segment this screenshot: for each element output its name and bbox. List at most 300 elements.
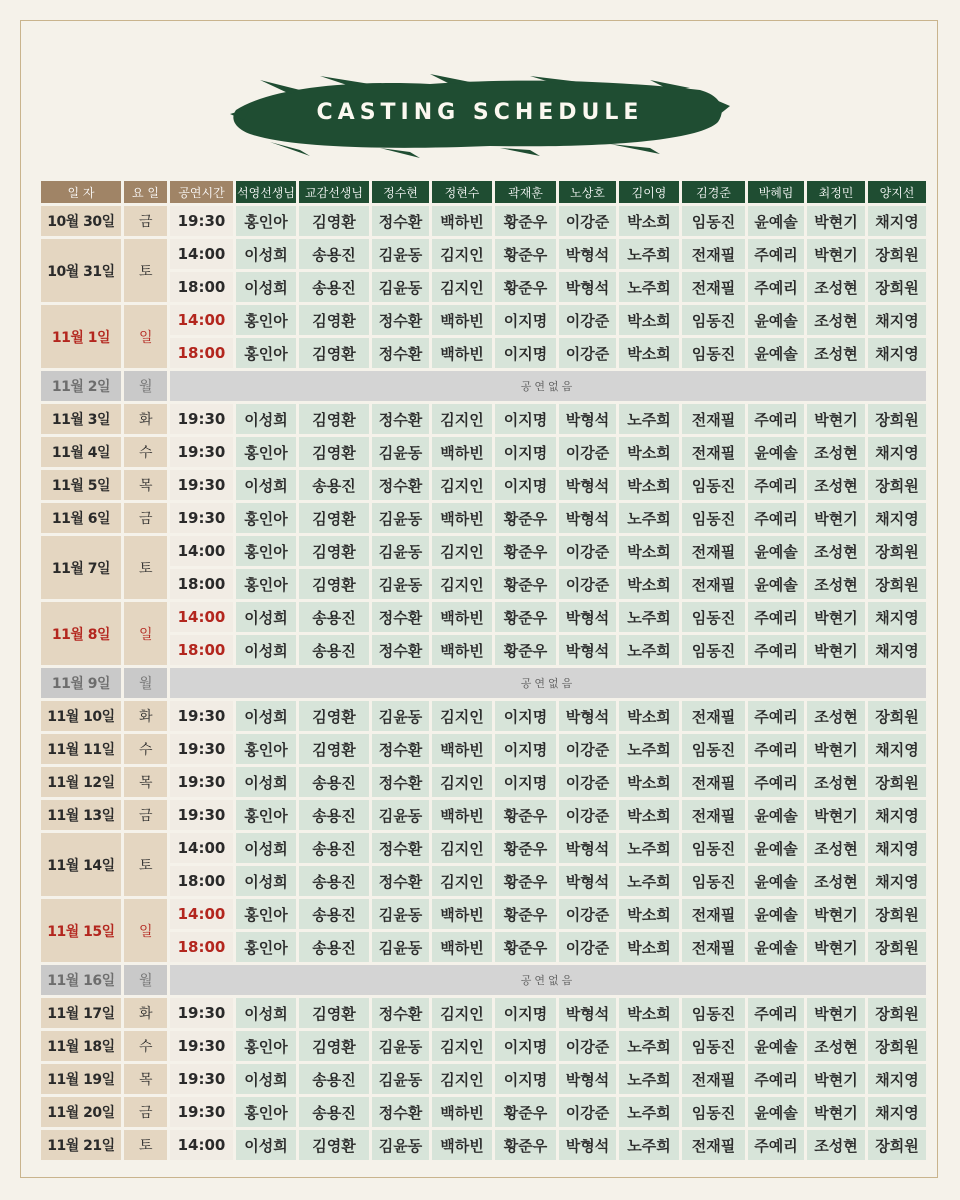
cast-name-cell: 홍인아 [236, 206, 296, 236]
cast-name-cell: 전재필 [682, 272, 745, 302]
cast-name-cell: 이강준 [559, 338, 616, 368]
cast-name-cell: 김지인 [432, 1031, 492, 1061]
cast-name-cell: 박형석 [559, 602, 616, 632]
cast-name-cell: 이지명 [495, 767, 556, 797]
cast-name-cell: 백하빈 [432, 503, 492, 533]
cast-name-cell: 주예리 [748, 1130, 804, 1160]
cast-name-cell: 박소희 [619, 206, 679, 236]
weekday-cell: 일 [124, 305, 167, 368]
cast-name-cell: 임동진 [682, 503, 745, 533]
cast-name-cell: 주예리 [748, 470, 804, 500]
cast-name-cell: 홍인아 [236, 899, 296, 929]
cast-name-cell: 김지인 [432, 998, 492, 1028]
cast-name-cell: 정수환 [372, 305, 429, 335]
cast-name-cell: 임동진 [682, 470, 745, 500]
cast-name-cell: 전재필 [682, 932, 745, 962]
cast-name-cell: 백하빈 [432, 1130, 492, 1160]
cast-name-cell: 박소희 [619, 701, 679, 731]
cast-name-cell: 조성현 [807, 338, 865, 368]
cast-name-cell: 주예리 [748, 998, 804, 1028]
date-cell: 11월 16일 [41, 965, 121, 995]
cast-name-cell: 주예리 [748, 503, 804, 533]
cast-name-cell: 이성희 [236, 701, 296, 731]
cast-name-cell: 주예리 [748, 239, 804, 269]
weekday-cell: 월 [124, 371, 167, 401]
showtime-cell: 14:00 [170, 833, 233, 863]
cast-name-cell: 이성희 [236, 272, 296, 302]
showtime-cell: 19:30 [170, 1031, 233, 1061]
cast-name-cell: 이강준 [559, 206, 616, 236]
cast-name-cell: 황준우 [495, 602, 556, 632]
cast-name-cell: 채지영 [868, 437, 926, 467]
cast-column-header: 석영선생님 [236, 181, 296, 203]
cast-name-cell: 박형석 [559, 635, 616, 665]
cast-name-cell: 백하빈 [432, 1097, 492, 1127]
no-show-bar: 공연없음 [170, 668, 926, 698]
cast-name-cell: 박소희 [619, 932, 679, 962]
cast-name-cell: 정수환 [372, 767, 429, 797]
cast-name-cell: 윤예솔 [748, 932, 804, 962]
cast-name-cell: 박현기 [807, 239, 865, 269]
cast-name-cell: 전재필 [682, 437, 745, 467]
cast-name-cell: 홍인아 [236, 536, 296, 566]
date-cell: 11월 10일 [41, 701, 121, 731]
cast-name-cell: 장희원 [868, 272, 926, 302]
cast-name-cell: 노주희 [619, 1064, 679, 1094]
cast-name-cell: 이성희 [236, 1064, 296, 1094]
weekday-cell: 일 [124, 899, 167, 962]
cast-name-cell: 주예리 [748, 404, 804, 434]
weekday-cell: 화 [124, 701, 167, 731]
column-header: 공연시간 [170, 181, 233, 203]
date-cell: 11월 21일 [41, 1130, 121, 1160]
cast-name-cell: 박형석 [559, 866, 616, 896]
cast-name-cell: 백하빈 [432, 206, 492, 236]
cast-name-cell: 김윤동 [372, 437, 429, 467]
cast-name-cell: 황준우 [495, 833, 556, 863]
cast-name-cell: 김지인 [432, 569, 492, 599]
cast-name-cell: 김영환 [299, 305, 369, 335]
cast-name-cell: 이강준 [559, 800, 616, 830]
cast-name-cell: 윤예솔 [748, 1031, 804, 1061]
cast-name-cell: 김영환 [299, 998, 369, 1028]
showtime-cell: 19:30 [170, 800, 233, 830]
cast-name-cell: 전재필 [682, 1064, 745, 1094]
cast-name-cell: 윤예솔 [748, 569, 804, 599]
cast-name-cell: 박소희 [619, 899, 679, 929]
cast-name-cell: 장희원 [868, 998, 926, 1028]
cast-name-cell: 김지인 [432, 833, 492, 863]
date-cell: 10월 30일 [41, 206, 121, 236]
cast-name-cell: 김윤동 [372, 239, 429, 269]
cast-name-cell: 김영환 [299, 503, 369, 533]
date-cell: 11월 14일 [41, 833, 121, 896]
cast-name-cell: 이강준 [559, 569, 616, 599]
cast-name-cell: 박소희 [619, 767, 679, 797]
cast-name-cell: 박형석 [559, 1064, 616, 1094]
cast-name-cell: 이강준 [559, 437, 616, 467]
cast-name-cell: 이강준 [559, 1097, 616, 1127]
cast-name-cell: 조성현 [807, 437, 865, 467]
cast-name-cell: 노주희 [619, 833, 679, 863]
cast-name-cell: 주예리 [748, 734, 804, 764]
cast-name-cell: 이강준 [559, 305, 616, 335]
date-cell: 10월 31일 [41, 239, 121, 302]
cast-name-cell: 노주희 [619, 1130, 679, 1160]
date-cell: 11월 4일 [41, 437, 121, 467]
cast-name-cell: 백하빈 [432, 305, 492, 335]
date-cell: 11월 20일 [41, 1097, 121, 1127]
cast-name-cell: 김영환 [299, 734, 369, 764]
title-banner [230, 70, 730, 160]
cast-name-cell: 노주희 [619, 1097, 679, 1127]
cast-name-cell: 장희원 [868, 239, 926, 269]
cast-name-cell: 홍인아 [236, 734, 296, 764]
cast-name-cell: 송용진 [299, 800, 369, 830]
showtime-cell: 18:00 [170, 866, 233, 896]
cast-name-cell: 임동진 [682, 734, 745, 764]
cast-name-cell: 노주희 [619, 866, 679, 896]
showtime-cell: 19:30 [170, 998, 233, 1028]
cast-name-cell: 이지명 [495, 1064, 556, 1094]
cast-name-cell: 윤예솔 [748, 800, 804, 830]
cast-name-cell: 임동진 [682, 866, 745, 896]
cast-name-cell: 임동진 [682, 998, 745, 1028]
date-cell: 11월 5일 [41, 470, 121, 500]
cast-name-cell: 이성희 [236, 866, 296, 896]
cast-name-cell: 김윤동 [372, 899, 429, 929]
column-header: 일 자 [41, 181, 121, 203]
cast-name-cell: 박현기 [807, 1064, 865, 1094]
cast-name-cell: 노주희 [619, 272, 679, 302]
page-title: CASTING SCHEDULE [316, 100, 644, 125]
showtime-cell: 19:30 [170, 701, 233, 731]
cast-name-cell: 백하빈 [432, 932, 492, 962]
showtime-cell: 19:30 [170, 437, 233, 467]
cast-name-cell: 이지명 [495, 1031, 556, 1061]
cast-name-cell: 조성현 [807, 569, 865, 599]
no-show-bar: 공연없음 [170, 371, 926, 401]
cast-name-cell: 박현기 [807, 932, 865, 962]
showtime-cell: 19:30 [170, 404, 233, 434]
cast-name-cell: 김영환 [299, 338, 369, 368]
cast-name-cell: 전재필 [682, 800, 745, 830]
cast-name-cell: 황준우 [495, 272, 556, 302]
cast-name-cell: 황준우 [495, 239, 556, 269]
cast-name-cell: 이성희 [236, 767, 296, 797]
showtime-cell: 14:00 [170, 602, 233, 632]
cast-name-cell: 채지영 [868, 338, 926, 368]
cast-name-cell: 송용진 [299, 272, 369, 302]
cast-name-cell: 장희원 [868, 932, 926, 962]
cast-name-cell: 장희원 [868, 1130, 926, 1160]
column-header: 요 일 [124, 181, 167, 203]
cast-name-cell: 송용진 [299, 899, 369, 929]
cast-name-cell: 정수환 [372, 1097, 429, 1127]
cast-name-cell: 박현기 [807, 503, 865, 533]
showtime-cell: 18:00 [170, 338, 233, 368]
cast-name-cell: 장희원 [868, 701, 926, 731]
cast-name-cell: 이지명 [495, 470, 556, 500]
showtime-cell: 18:00 [170, 932, 233, 962]
cast-name-cell: 주예리 [748, 1064, 804, 1094]
cast-name-cell: 전재필 [682, 404, 745, 434]
cast-name-cell: 황준우 [495, 635, 556, 665]
weekday-cell: 화 [124, 998, 167, 1028]
cast-name-cell: 이지명 [495, 305, 556, 335]
weekday-cell: 토 [124, 536, 167, 599]
cast-name-cell: 김윤동 [372, 800, 429, 830]
date-cell: 11월 3일 [41, 404, 121, 434]
cast-name-cell: 백하빈 [432, 635, 492, 665]
cast-name-cell: 전재필 [682, 569, 745, 599]
cast-name-cell: 윤예솔 [748, 536, 804, 566]
cast-name-cell: 윤예솔 [748, 437, 804, 467]
cast-name-cell: 홍인아 [236, 1097, 296, 1127]
cast-name-cell: 송용진 [299, 1064, 369, 1094]
cast-name-cell: 이강준 [559, 536, 616, 566]
cast-name-cell: 장희원 [868, 536, 926, 566]
weekday-cell: 토 [124, 833, 167, 896]
cast-name-cell: 김영환 [299, 1130, 369, 1160]
weekday-cell: 수 [124, 1031, 167, 1061]
cast-name-cell: 백하빈 [432, 800, 492, 830]
cast-name-cell: 박소희 [619, 305, 679, 335]
showtime-cell: 14:00 [170, 305, 233, 335]
cast-name-cell: 노주희 [619, 635, 679, 665]
cast-name-cell: 정수환 [372, 404, 429, 434]
cast-name-cell: 박현기 [807, 1097, 865, 1127]
cast-name-cell: 장희원 [868, 1031, 926, 1061]
cast-name-cell: 임동진 [682, 305, 745, 335]
cast-name-cell: 정수환 [372, 734, 429, 764]
cast-name-cell: 이강준 [559, 734, 616, 764]
cast-name-cell: 윤예솔 [748, 833, 804, 863]
cast-name-cell: 장희원 [868, 404, 926, 434]
cast-name-cell: 채지영 [868, 206, 926, 236]
casting-schedule-table [41, 181, 921, 1160]
cast-name-cell: 임동진 [682, 338, 745, 368]
date-cell: 11월 7일 [41, 536, 121, 599]
cast-name-cell: 윤예솔 [748, 338, 804, 368]
showtime-cell: 19:30 [170, 1064, 233, 1094]
cast-name-cell: 김지인 [432, 536, 492, 566]
cast-name-cell: 정수환 [372, 866, 429, 896]
cast-name-cell: 홍인아 [236, 932, 296, 962]
cast-name-cell: 김영환 [299, 701, 369, 731]
cast-name-cell: 채지영 [868, 800, 926, 830]
cast-name-cell: 백하빈 [432, 899, 492, 929]
date-cell: 11월 17일 [41, 998, 121, 1028]
cast-name-cell: 이지명 [495, 998, 556, 1028]
showtime-cell: 14:00 [170, 899, 233, 929]
cast-name-cell: 윤예솔 [748, 866, 804, 896]
cast-column-header: 김경준 [682, 181, 745, 203]
cast-name-cell: 홍인아 [236, 338, 296, 368]
cast-name-cell: 홍인아 [236, 437, 296, 467]
cast-name-cell: 백하빈 [432, 338, 492, 368]
cast-name-cell: 정수환 [372, 338, 429, 368]
cast-name-cell: 채지영 [868, 833, 926, 863]
cast-name-cell: 정수환 [372, 833, 429, 863]
cast-name-cell: 주예리 [748, 272, 804, 302]
cast-name-cell: 박현기 [807, 206, 865, 236]
cast-name-cell: 송용진 [299, 1097, 369, 1127]
cast-name-cell: 박형석 [559, 239, 616, 269]
no-show-bar: 공연없음 [170, 965, 926, 995]
cast-name-cell: 이강준 [559, 1031, 616, 1061]
cast-name-cell: 조성현 [807, 767, 865, 797]
cast-name-cell: 이강준 [559, 767, 616, 797]
cast-name-cell: 주예리 [748, 701, 804, 731]
cast-name-cell: 박소희 [619, 569, 679, 599]
cast-name-cell: 조성현 [807, 701, 865, 731]
cast-name-cell: 송용진 [299, 635, 369, 665]
cast-name-cell: 채지영 [868, 734, 926, 764]
showtime-cell: 18:00 [170, 635, 233, 665]
date-cell: 11월 2일 [41, 371, 121, 401]
cast-name-cell: 송용진 [299, 239, 369, 269]
cast-name-cell: 박현기 [807, 602, 865, 632]
cast-name-cell: 김지인 [432, 404, 492, 434]
cast-name-cell: 채지영 [868, 1097, 926, 1127]
cast-name-cell: 채지영 [868, 866, 926, 896]
cast-name-cell: 조성현 [807, 833, 865, 863]
cast-name-cell: 윤예솔 [748, 1097, 804, 1127]
cast-name-cell: 정수환 [372, 470, 429, 500]
cast-name-cell: 이성희 [236, 470, 296, 500]
cast-name-cell: 김지인 [432, 272, 492, 302]
cast-column-header: 박혜림 [748, 181, 804, 203]
cast-name-cell: 홍인아 [236, 503, 296, 533]
cast-name-cell: 이성희 [236, 635, 296, 665]
cast-name-cell: 노주희 [619, 1031, 679, 1061]
cast-name-cell: 박현기 [807, 404, 865, 434]
date-cell: 11월 13일 [41, 800, 121, 830]
weekday-cell: 목 [124, 470, 167, 500]
weekday-cell: 일 [124, 602, 167, 665]
cast-name-cell: 박소희 [619, 470, 679, 500]
cast-name-cell: 이지명 [495, 437, 556, 467]
showtime-cell: 19:30 [170, 734, 233, 764]
cast-name-cell: 노주희 [619, 602, 679, 632]
weekday-cell: 금 [124, 206, 167, 236]
cast-name-cell: 이지명 [495, 338, 556, 368]
weekday-cell: 금 [124, 1097, 167, 1127]
showtime-cell: 19:30 [170, 1097, 233, 1127]
cast-name-cell: 황준우 [495, 569, 556, 599]
cast-name-cell: 임동진 [682, 635, 745, 665]
cast-name-cell: 임동진 [682, 602, 745, 632]
cast-name-cell: 박소희 [619, 800, 679, 830]
showtime-cell: 19:30 [170, 767, 233, 797]
cast-name-cell: 김윤동 [372, 536, 429, 566]
cast-column-header: 정현수 [432, 181, 492, 203]
weekday-cell: 토 [124, 239, 167, 302]
cast-name-cell: 김지인 [432, 470, 492, 500]
cast-name-cell: 이성희 [236, 833, 296, 863]
cast-name-cell: 임동진 [682, 1097, 745, 1127]
cast-name-cell: 박형석 [559, 701, 616, 731]
cast-column-header: 곽재훈 [495, 181, 556, 203]
cast-name-cell: 채지영 [868, 1064, 926, 1094]
cast-name-cell: 조성현 [807, 536, 865, 566]
cast-name-cell: 김영환 [299, 569, 369, 599]
cast-name-cell: 송용진 [299, 767, 369, 797]
cast-name-cell: 김윤동 [372, 503, 429, 533]
date-cell: 11월 15일 [41, 899, 121, 962]
cast-name-cell: 전재필 [682, 536, 745, 566]
date-cell: 11월 1일 [41, 305, 121, 368]
cast-name-cell: 임동진 [682, 833, 745, 863]
cast-name-cell: 김윤동 [372, 1031, 429, 1061]
date-cell: 11월 19일 [41, 1064, 121, 1094]
cast-name-cell: 정수환 [372, 635, 429, 665]
cast-name-cell: 황준우 [495, 1130, 556, 1160]
cast-name-cell: 이강준 [559, 899, 616, 929]
date-cell: 11월 6일 [41, 503, 121, 533]
cast-name-cell: 장희원 [868, 899, 926, 929]
date-cell: 11월 9일 [41, 668, 121, 698]
cast-name-cell: 송용진 [299, 866, 369, 896]
cast-name-cell: 백하빈 [432, 602, 492, 632]
cast-column-header: 노상호 [559, 181, 616, 203]
cast-name-cell: 이지명 [495, 404, 556, 434]
cast-name-cell: 김영환 [299, 206, 369, 236]
cast-name-cell: 장희원 [868, 569, 926, 599]
cast-name-cell: 윤예솔 [748, 305, 804, 335]
date-cell: 11월 11일 [41, 734, 121, 764]
cast-name-cell: 황준우 [495, 899, 556, 929]
cast-name-cell: 채지영 [868, 305, 926, 335]
cast-name-cell: 박현기 [807, 734, 865, 764]
weekday-cell: 금 [124, 800, 167, 830]
weekday-cell: 월 [124, 965, 167, 995]
cast-column-header: 교감선생님 [299, 181, 369, 203]
cast-name-cell: 박소희 [619, 536, 679, 566]
cast-name-cell: 전재필 [682, 701, 745, 731]
showtime-cell: 18:00 [170, 569, 233, 599]
cast-name-cell: 홍인아 [236, 800, 296, 830]
cast-name-cell: 조성현 [807, 1031, 865, 1061]
cast-name-cell: 박형석 [559, 1130, 616, 1160]
cast-name-cell: 황준우 [495, 932, 556, 962]
cast-name-cell: 이성희 [236, 404, 296, 434]
cast-name-cell: 김영환 [299, 536, 369, 566]
showtime-cell: 19:30 [170, 470, 233, 500]
cast-name-cell: 박형석 [559, 272, 616, 302]
cast-name-cell: 조성현 [807, 1130, 865, 1160]
cast-name-cell: 이성희 [236, 1130, 296, 1160]
showtime-cell: 14:00 [170, 1130, 233, 1160]
weekday-cell: 금 [124, 503, 167, 533]
cast-name-cell: 김영환 [299, 1031, 369, 1061]
cast-name-cell: 김윤동 [372, 569, 429, 599]
cast-name-cell: 윤예솔 [748, 899, 804, 929]
cast-name-cell: 정수환 [372, 602, 429, 632]
cast-name-cell: 김지인 [432, 239, 492, 269]
weekday-cell: 수 [124, 734, 167, 764]
showtime-cell: 14:00 [170, 239, 233, 269]
cast-name-cell: 김지인 [432, 866, 492, 896]
cast-column-header: 양지선 [868, 181, 926, 203]
weekday-cell: 목 [124, 767, 167, 797]
cast-name-cell: 김윤동 [372, 272, 429, 302]
cast-name-cell: 홍인아 [236, 305, 296, 335]
cast-name-cell: 김윤동 [372, 1130, 429, 1160]
cast-name-cell: 김윤동 [372, 1064, 429, 1094]
cast-name-cell: 박현기 [807, 635, 865, 665]
